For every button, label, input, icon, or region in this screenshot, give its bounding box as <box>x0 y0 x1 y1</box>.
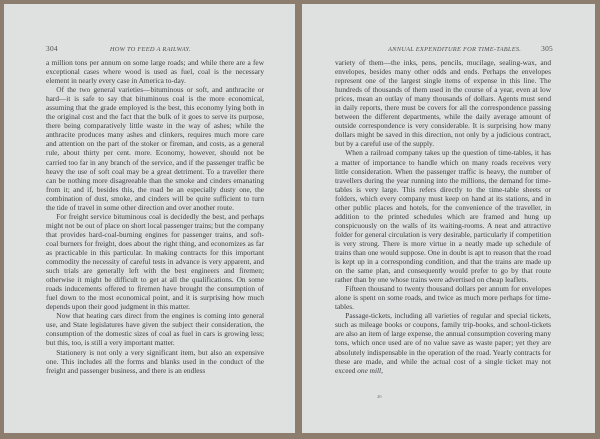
left-page <box>4 4 295 433</box>
paragraph: a million tons per annum on some large roads; and while there are a few exceptional cases where wood is used as fuel, coal is the necessary element in nearly every case in America to-day. <box>46 58 264 86</box>
paragraph: Of the two general varieties—bituminous or soft, and anthracite or hard—it is safe to say that bituminous coal is the more economical, assuming that the grade employed is the best, this economy lying both in the original cost and the fact that the bulk of it goes to serve its purpose, there being comparatively little waste in the way of ashes; while the anthracite produces many ashes and clinkers, requires much more care and attention on the part of the stoker or fireman, and costs, as a general rule, about thirty per cent. more. Economy, however, should not be carried too far in any branch of the service, and if the passenger traffic be heavy the use of soft coal may be a great detriment. To a traveller there can be nothing more disagreeable than the smoke and cinders emanating from it; and if, besides this, the road be an especially dusty one, the combination of dust, smoke, and cinders will be quite sufficient to turn the tide of travel in some other direction and over another route. <box>46 85 264 212</box>
page-number: 305 <box>541 44 553 53</box>
left-page-header <box>46 44 264 53</box>
running-head: ANNUAL EXPENDITURE FOR TIME-TABLES. <box>388 46 522 53</box>
right-page-header <box>367 44 553 53</box>
right-page-body <box>335 58 551 375</box>
paragraph <box>335 311 551 374</box>
paragraph-text: Passage-tickets, including all varieties of regular and special tickets, such as mileage books or coupons, family trip-books, and school-tickets are also an item of large expense, the annual consumption covering many tons, which once used are of no value save as waste paper; yet they are absolutely indispensable in the operation of the road. Yearly contracts for these are made, and while the actual cost of a single ticket may not exceed <box>335 311 551 375</box>
paragraph: variety of them—the inks, pens, pencils, mucilage, sealing-wax, and envelopes, besides many other odds and ends. Perhaps the envelopes represent one of the largest single items of expense in this line. The hundreds of thousands of them used in the course of a year, even at low prices, mean an outlay of many thousands of dollars. Agents must send in daily reports, there must be covers for all the correspondence passing between the different departments, while the daily average amount of outside correspondence is very considerable. It is surprising how many dollars might be saved in this direction, not only by a judicious contract, but by a careful use of the supply. <box>335 58 551 149</box>
paragraph: Now that heating cars direct from the engines is coming into general use, and State legislatures have given the subject their consideration, the consumption of the domestic sizes of coal as fuel in cars is growing less; but this, too, is still a very important matter. <box>46 311 264 348</box>
running-head: HOW TO FEED A RAILWAY. <box>109 46 191 53</box>
left-page-body <box>46 58 264 375</box>
paragraph: When a railroad company takes up the question of time-tables, it has a matter of importance to handle which on many roads receives very little consideration. When the passenger traffic is heavy, the number of travellers during the year running into the millions, the demand for time-tables is very large. This refers directly to the time-table sheets or folders, which every company must keep on hand at its stations, and in other public places and hotels, for the convenience of the traveller, in addition to the printed schedules which are framed and hung up conspicuously on the walls of its waiting-rooms. A neat and attractive folder for general circulation is very desirable, particularly if competition is very strong. There is more virtue in a neatly made up schedule of trains than one would suppose. One in doubt is apt to reason that the road is kept up in a corresponding condition, and that the trains are made up on the same plan, and consequently would prefer to go by that route rather than by one whose trains were advertised on cheap leaflets. <box>335 148 551 285</box>
page-number: 304 <box>46 44 58 53</box>
paragraph: For freight service bituminous coal is decidedly the best, and perhaps might not be out of place on short local passenger trains; but the company that provides hard-coal-burning engines for passenger trains, and soft-coal burners for freight, does about the right thing, and economizes as far as practicable in this particular. In making contracts for this important commodity the necessity of careful tests in advance is very apparent, and such trials are generally left with the best engineers and firemen; otherwise it might be difficult to get at all the qualifications. On some roads inducements offered to firemen have brought the consumption of fuel down to the most economical point, and it is surprising how much depends upon their good judgment in this matter. <box>46 211 264 312</box>
right-page <box>302 4 595 433</box>
italic-phrase: one mill, <box>357 365 383 375</box>
signature-mark: 20 <box>377 394 382 399</box>
paragraph: Stationery is not only a very significant item, but also an expensive one. This includes all the forms and blanks used in the conduct of the freight and passenger business, and there is an endless <box>46 347 264 375</box>
paragraph: Fifteen thousand to twenty thousand dollars per annum for envelopes alone is spent on some roads, and twice as much more perhaps for time-tables. <box>335 284 551 312</box>
